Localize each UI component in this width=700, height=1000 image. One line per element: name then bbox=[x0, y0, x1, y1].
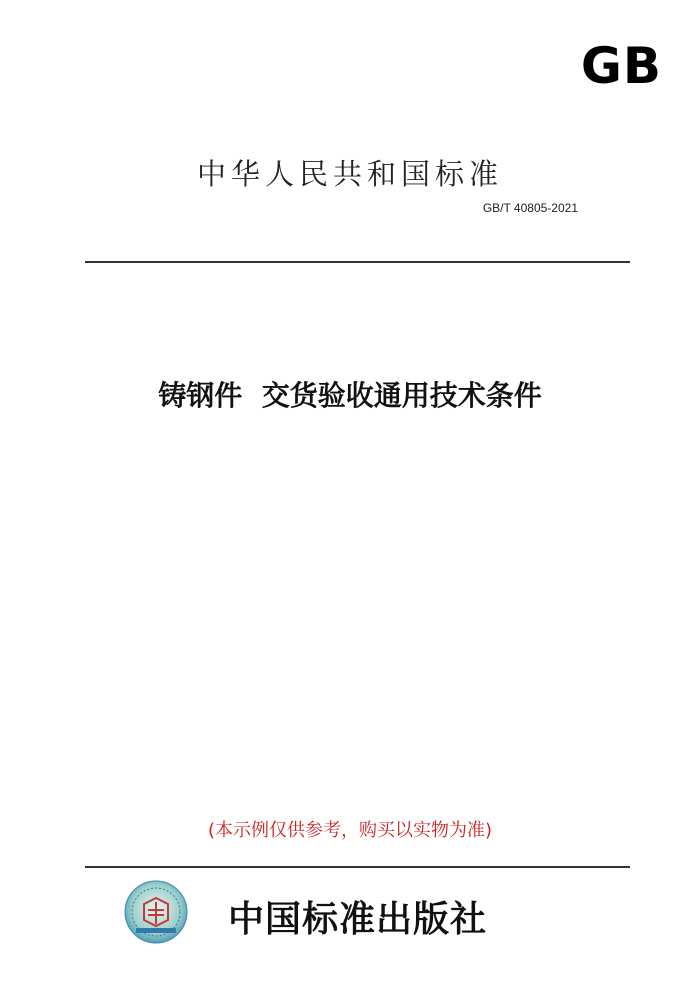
top-divider bbox=[85, 261, 630, 263]
standard-number: GB/T 40805-2021 bbox=[482, 201, 578, 215]
document-title: 铸钢件 交货验收通用技术条件 bbox=[158, 379, 542, 412]
publisher-name: 中国标准出版社 bbox=[228, 898, 488, 940]
bottom-divider bbox=[85, 866, 630, 868]
sample-notice: (本示例仅供参考，购买以实物为准) bbox=[207, 820, 493, 841]
gb-logo: GB bbox=[580, 37, 662, 95]
standard-type-heading: 中华人民共和国标准 bbox=[196, 157, 503, 191]
publisher-seal-icon bbox=[124, 880, 188, 944]
